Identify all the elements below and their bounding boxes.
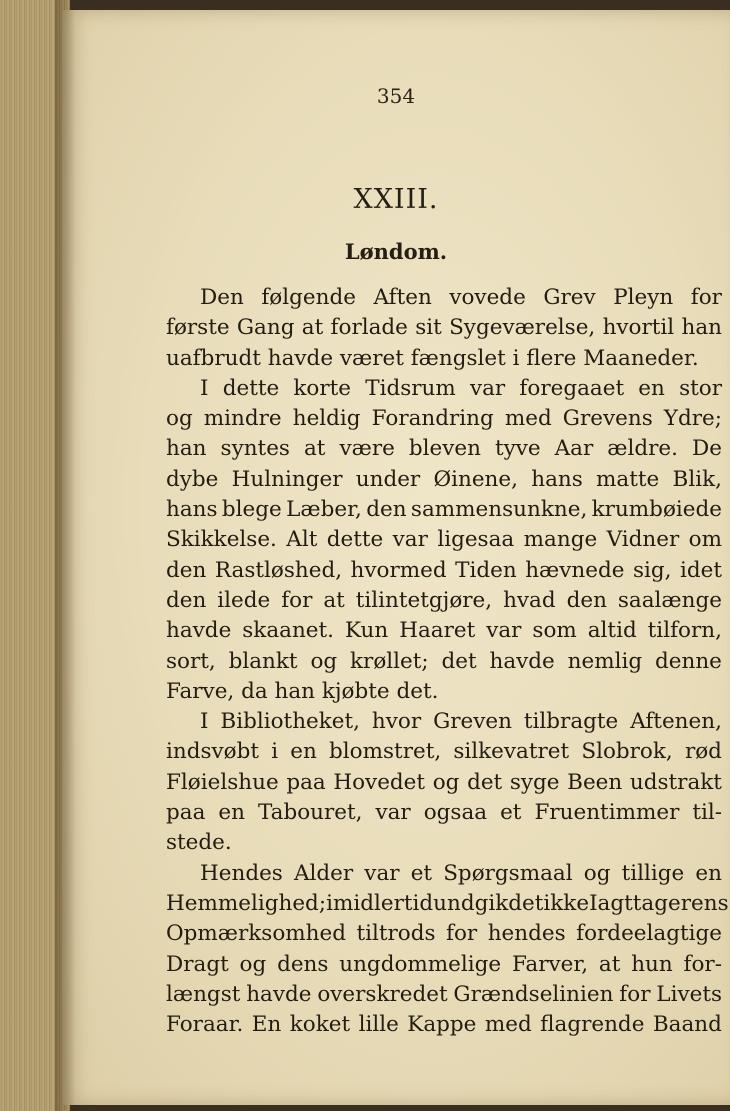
text-line: Farve, da han kjøbte det. bbox=[166, 678, 439, 704]
page-number: 354 bbox=[376, 84, 416, 108]
text-line: stede. bbox=[166, 830, 232, 856]
text-line: sort, blankt og krøllet; det havde nemlig denne bbox=[166, 648, 722, 674]
text-line: Hemmelighed; imidlertid undgik det ikke Iagttagerens bbox=[166, 890, 729, 916]
text-line: indsvøbt i en blomstret, silkevatret Slobrok, rød bbox=[166, 739, 722, 765]
text-line: havde skaanet. Kun Haaret var som altid tilforn, bbox=[166, 618, 722, 644]
body-text bbox=[166, 283, 729, 1040]
text-line: Den følgende Aften vovede Grev Pleyn for bbox=[200, 285, 722, 310]
text-line: den Rastløshed, hvormed Tiden hævnede sig, idet bbox=[166, 557, 722, 583]
text-line: Fløielshue paa Hovedet og det syge Been udstrakt bbox=[166, 769, 722, 795]
text-line: I Bibliotheket, hvor Greven tilbragte Aftenen, bbox=[200, 709, 722, 735]
text-line: Foraar. En koket lille Kappe med flagrende Baand bbox=[166, 1012, 722, 1038]
text-line: Skikkelse. Alt dette var ligesaa mange Vidner om bbox=[166, 527, 722, 553]
text-line: første Gang at forlade sit Sygeværelse, hvortil han bbox=[166, 315, 722, 341]
text-line: Dragt og dens ungdommelige Farver, at hun for- bbox=[166, 951, 722, 977]
text-line: I dette korte Tidsrum var foregaaet en stor bbox=[200, 375, 722, 401]
chapter-number: XXIII. bbox=[353, 184, 439, 215]
gutter-shadow bbox=[55, 0, 75, 1111]
text-line: den ilede for at tilintetgjøre, hvad den saalænge bbox=[166, 587, 722, 613]
text-line: Opmærksomhed tiltrods for hendes fordeelagtige bbox=[166, 921, 722, 947]
text-line: Hendes Alder var et Spørgsmaal og tillige en bbox=[200, 860, 722, 886]
text-line: paa en Tabouret, var ogsaa et Fruentimmer til- bbox=[166, 800, 722, 826]
text-line: uafbrudt havde været fængslet i flere Maaneder. bbox=[166, 345, 699, 371]
text-line: han syntes at være bleven tyve Aar ældre. De bbox=[166, 436, 722, 462]
text-line: dybe Hulninger under Øinene, hans matte Blik, bbox=[166, 466, 722, 492]
text-line: og mindre heldig Forandring med Grevens Ydre; bbox=[166, 406, 722, 432]
chapter-title: Løndom. bbox=[344, 239, 448, 264]
text-line: længst havde overskredet Grændselinien for Livets bbox=[166, 981, 722, 1007]
book-page bbox=[62, 10, 730, 1105]
text-line: hans blege Læber, den sammensunkne, krumbøiede bbox=[166, 497, 722, 523]
